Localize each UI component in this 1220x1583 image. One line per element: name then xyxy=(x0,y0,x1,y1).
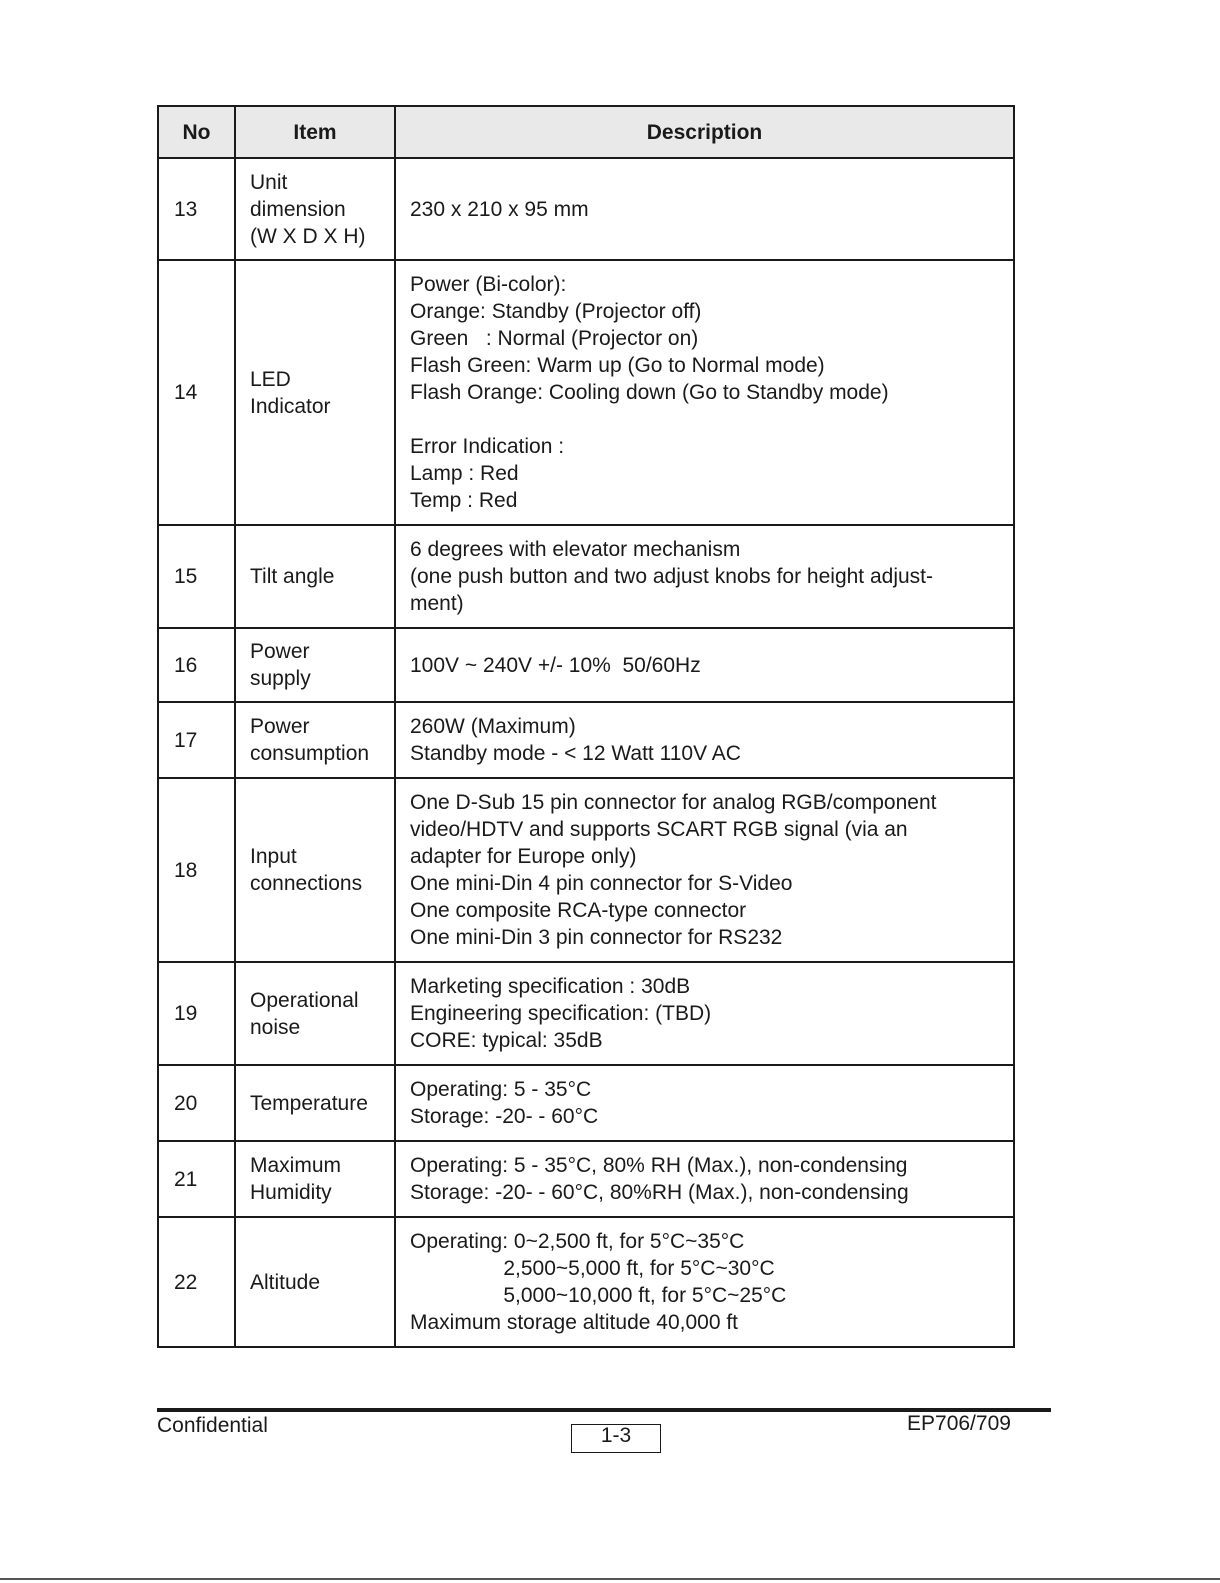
description-line: Orange: Standby (Projector off) xyxy=(410,300,702,323)
description-line: adapter for Europe only) xyxy=(410,845,637,868)
item-line: (W X D X H) xyxy=(250,224,366,248)
row-number: 19 xyxy=(158,962,235,1065)
row-number: 17 xyxy=(158,702,235,778)
item-line: Power xyxy=(250,640,310,663)
row-description xyxy=(395,525,1014,628)
description-line: Marketing specification : 30dB xyxy=(410,975,691,998)
row-description xyxy=(395,1217,1014,1347)
description-line: Standby mode - < 12 Watt 110V AC xyxy=(410,742,741,765)
description-line: (one push button and two adjust knobs for height adjust- xyxy=(410,565,934,588)
row-number: 13 xyxy=(158,158,235,260)
item-line: Indicator xyxy=(250,394,331,418)
description-line: Storage: -20- - 60°C, 80%RH (Max.), non-condensing xyxy=(410,1181,909,1204)
item-line: Tilt angle xyxy=(250,565,335,588)
row-description xyxy=(395,1065,1014,1141)
table-header-row xyxy=(158,106,1014,158)
item-line: Altitude xyxy=(250,1270,321,1294)
table-row xyxy=(158,778,1014,962)
item-line: LED xyxy=(250,367,291,391)
row-item xyxy=(235,260,395,525)
description-line: 230 x 210 x 95 mm xyxy=(410,197,589,221)
description-line: 6 degrees with elevator mechanism xyxy=(410,538,741,561)
description-line: Green : Normal (Projector on) xyxy=(410,327,699,350)
row-item xyxy=(235,702,395,778)
description-line: One mini-Din 4 pin connector for S-Video xyxy=(410,872,793,895)
row-item xyxy=(235,778,395,962)
description-line: Operating: 5 - 35°C xyxy=(410,1078,592,1101)
spec-table xyxy=(157,105,1015,1348)
description-line: Engineering specification: (TBD) xyxy=(410,1002,712,1025)
row-number: 18 xyxy=(158,778,235,962)
header-description: Description xyxy=(395,106,1014,158)
header-no: No xyxy=(158,106,235,158)
table-row xyxy=(158,525,1014,628)
description-line: 260W (Maximum) xyxy=(410,715,576,738)
item-line: consumption xyxy=(250,742,370,765)
description-line: 2,500~5,000 ft, for 5°C~30°C xyxy=(410,1257,775,1280)
description-line: Lamp : Red xyxy=(410,462,519,485)
row-item xyxy=(235,628,395,702)
table-row xyxy=(158,1217,1014,1347)
description-line: One D-Sub 15 pin connector for analog RGB/component xyxy=(410,791,937,814)
item-line: Unit xyxy=(250,170,288,194)
table-row xyxy=(158,1065,1014,1141)
table-row xyxy=(158,158,1014,260)
row-description xyxy=(395,158,1014,260)
description-line: video/HDTV and supports SCART RGB signal (via an xyxy=(410,818,908,841)
header-item: Item xyxy=(235,106,395,158)
table-row xyxy=(158,702,1014,778)
description-line: 5,000~10,000 ft, for 5°C~25°C xyxy=(410,1284,787,1307)
row-number: 15 xyxy=(158,525,235,628)
table-row xyxy=(158,1141,1014,1217)
row-item xyxy=(235,1217,395,1347)
footer-confidential: Confidential xyxy=(157,1414,268,1437)
description-line: Temp : Red xyxy=(410,489,518,512)
item-line: supply xyxy=(250,667,311,690)
description-line: Power (Bi-color): xyxy=(410,273,567,296)
footer-model: EP706/709 xyxy=(907,1412,1011,1435)
description-line: One composite RCA-type connector xyxy=(410,899,747,922)
table-row xyxy=(158,628,1014,702)
row-item xyxy=(235,962,395,1065)
description-line: ment) xyxy=(410,592,464,615)
row-number: 20 xyxy=(158,1065,235,1141)
row-description xyxy=(395,778,1014,962)
item-line: Power xyxy=(250,715,310,738)
row-item xyxy=(235,1141,395,1217)
row-description xyxy=(395,628,1014,702)
row-item xyxy=(235,525,395,628)
row-description xyxy=(395,702,1014,778)
row-number: 21 xyxy=(158,1141,235,1217)
description-line: Error Indication : xyxy=(410,435,565,458)
row-number: 14 xyxy=(158,260,235,525)
item-line: Temperature xyxy=(250,1091,368,1115)
description-line: Flash Orange: Cooling down (Go to Standby mode) xyxy=(410,381,889,404)
page-number: 1-3 xyxy=(571,1424,661,1453)
description-line: Maximum storage altitude 40,000 ft xyxy=(410,1311,739,1334)
table-row xyxy=(158,962,1014,1065)
table-body xyxy=(158,158,1014,1347)
scan-edge-line xyxy=(0,1578,1220,1580)
item-line: connections xyxy=(250,872,363,895)
description-line: Storage: -20- - 60°C xyxy=(410,1105,599,1128)
description-line: One mini-Din 3 pin connector for RS232 xyxy=(410,926,783,949)
description-line: Operating: 0~2,500 ft, for 5°C~35°C xyxy=(410,1230,745,1253)
description-line xyxy=(410,406,999,433)
row-description xyxy=(395,1141,1014,1217)
row-description xyxy=(395,260,1014,525)
description-line: 100V ~ 240V +/- 10% 50/60Hz xyxy=(410,653,701,677)
item-line: dimension xyxy=(250,197,346,221)
item-line: Operational xyxy=(250,988,359,1012)
description-line: CORE: typical: 35dB xyxy=(410,1029,603,1052)
item-line: Humidity xyxy=(250,1181,332,1204)
row-number: 22 xyxy=(158,1217,235,1347)
item-line: Maximum xyxy=(250,1154,342,1177)
row-description xyxy=(395,962,1014,1065)
row-item xyxy=(235,158,395,260)
row-item xyxy=(235,1065,395,1141)
item-line: noise xyxy=(250,1015,301,1039)
description-line: Flash Green: Warm up (Go to Normal mode) xyxy=(410,354,825,377)
row-number: 16 xyxy=(158,628,235,702)
item-line: Input xyxy=(250,845,297,868)
description-line: Operating: 5 - 35°C, 80% RH (Max.), non-condensing xyxy=(410,1154,908,1177)
table-row xyxy=(158,260,1014,525)
